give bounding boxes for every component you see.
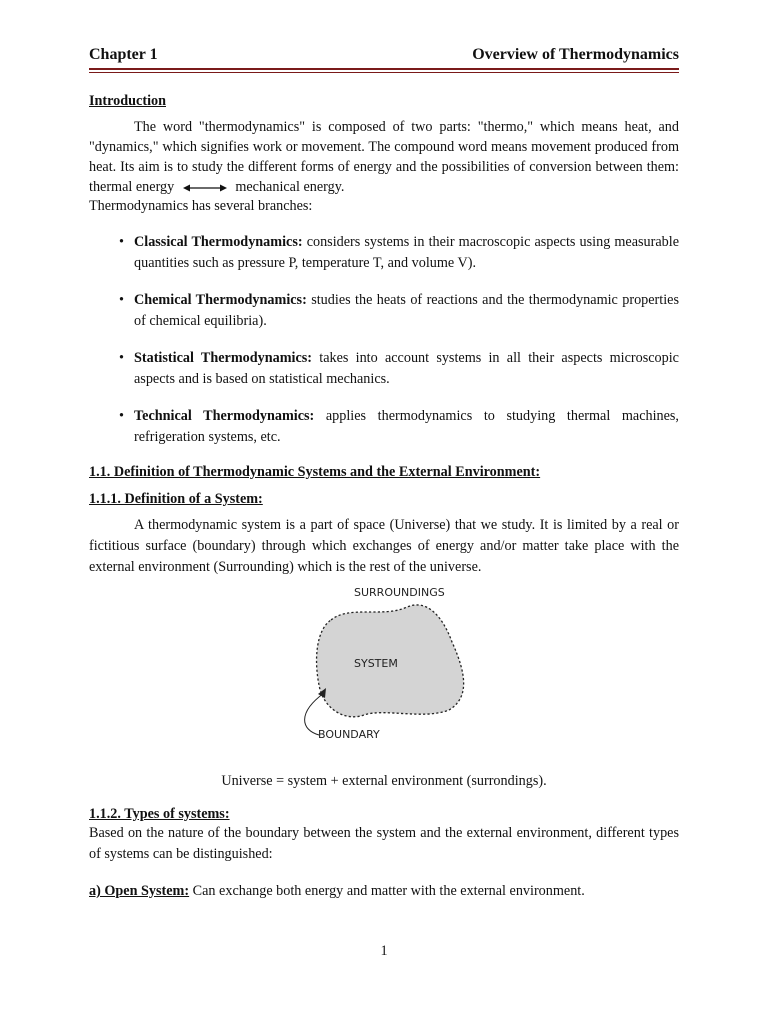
branch-text: studies the heats of reactions and the thermodynamic properties of chemical equilibria). (134, 292, 679, 329)
running-header (89, 46, 679, 68)
intro-text-b: mechanical energy. (235, 179, 345, 195)
double-arrow-icon (183, 183, 227, 193)
branches-list (119, 232, 679, 464)
branch-term: Chemical Thermodynamics: (134, 292, 307, 308)
branch-term: Classical Thermodynamics: (134, 234, 303, 250)
branch-term: Technical Thermodynamics: (134, 408, 315, 424)
section-1-1-heading: 1.1. Definition of Thermodynamic Systems and the External Environment: (89, 464, 541, 480)
branch-item (119, 406, 679, 448)
intro-text-a: The word "thermodynamics" is composed of two parts: "thermo," which means heat, and "dynamics," which signifies work or movement. The compound word means movement produced from heat. Its aim is to study the different forms of energy and the possibilities of conversion between them: thermal energy (89, 119, 679, 195)
surroundings-label: SURROUNDINGS (354, 586, 445, 599)
header-rule-thick (89, 68, 679, 70)
branch-term: Statistical Thermodynamics: (134, 350, 313, 366)
chapter-title: Overview of Thermodynamics (472, 46, 679, 63)
section-1-1-1-heading: 1.1.1. Definition of a System: (89, 491, 263, 507)
system-label: SYSTEM (354, 657, 398, 670)
universe-equation: Universe = system + external environment (surrondings). (221, 773, 547, 789)
section-1-1-2-heading: 1.1.2. Types of systems: (89, 806, 230, 822)
branch-item (119, 290, 679, 332)
system-diagram (289, 580, 489, 745)
types-paragraph: Based on the nature of the boundary between the system and the external environment, different types of systems can be distinguished: (89, 825, 679, 862)
system-diagram-svg (289, 580, 489, 745)
page-number: 1 (380, 943, 388, 959)
header-rule-thin (89, 72, 679, 73)
open-system-label: a) Open System: (89, 883, 190, 899)
branch-text: applies thermodynamics to studying thermal machines, refrigeration systems, etc. (134, 408, 679, 445)
branch-item (119, 348, 679, 390)
branches-intro: Thermodynamics has several branches: (89, 198, 313, 214)
branch-text: considers systems in their macroscopic aspects using measurable quantities such as pressure P, temperature T, and volume V). (134, 234, 679, 271)
open-system-text: Can exchange both energy and matter with the external environment. (189, 883, 585, 899)
branch-item (119, 232, 679, 274)
system-definition-paragraph: A thermodynamic system is a part of space (Universe) that we study. It is limited by a real or fictitious surface (boundary) through which exchanges of energy and/or matter take place with the external environment (Surrounding) which is the rest of the universe. (89, 517, 679, 575)
boundary-label: BOUNDARY (318, 728, 380, 741)
intro-paragraph (89, 117, 679, 197)
intro-heading: Introduction (89, 93, 166, 109)
chapter-label: Chapter 1 (89, 46, 158, 63)
open-system-line (89, 881, 679, 901)
branch-text: takes into account systems in all their aspects microscopic aspects and is based on statistical mechanics. (134, 350, 679, 387)
